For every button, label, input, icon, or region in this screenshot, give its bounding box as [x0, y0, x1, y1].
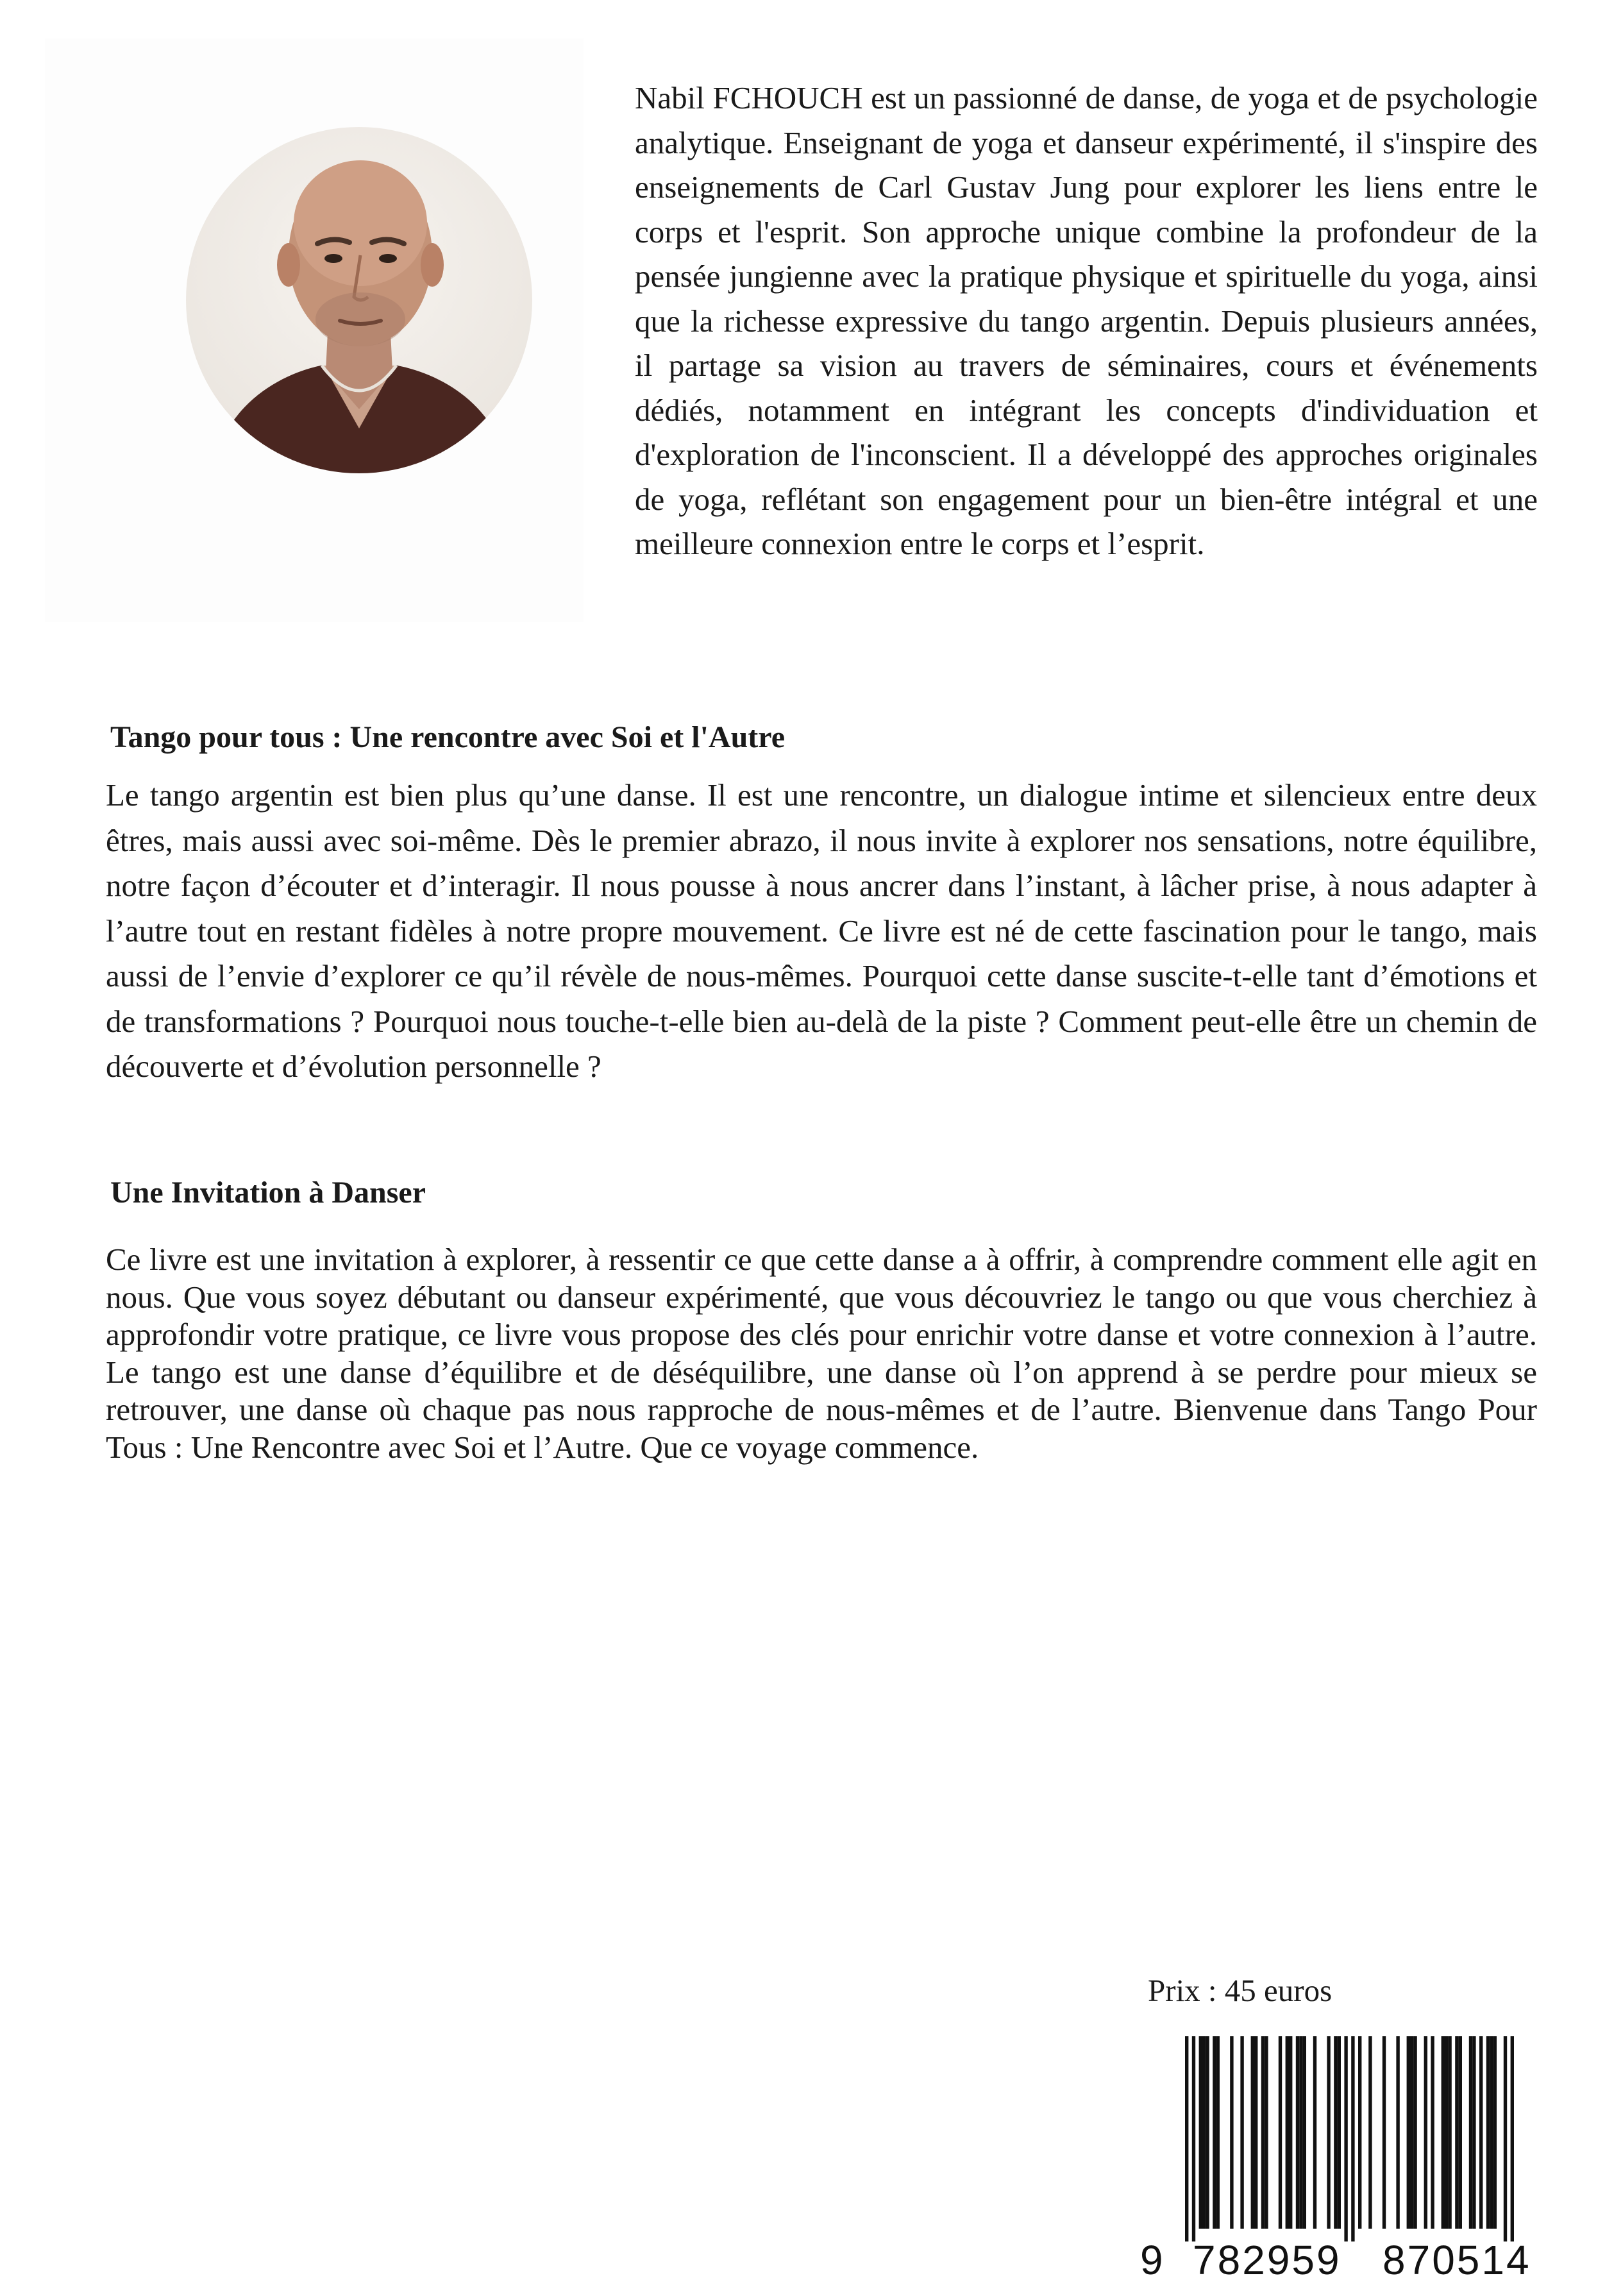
author-bio: Nabil FCHOUCH est un passionné de danse, de yoga et de psychologie analytique. Enseignant de yoga et danseur expérimenté, il s'inspire des enseignements de Carl Gustav Jung pour explorer les liens entre le corps et l'esprit. Son approche unique combine la profondeur de la pensée jungienne avec la pratique physique et spirituelle du yoga, ainsi que la richesse expressive du tango argentin. Depuis plusieurs années, il partage sa vision au travers de séminaires, cours et événements dédiés, notamment en intégrant les concepts d'individuation et d'exploration de l'inconscient. Il a développé des approches originales de yoga, reflétant son engagement pour un bien-être intégral et une meilleure connexion entre le corps et l’esprit. [635, 80, 1538, 561]
barcode-bar [1206, 2036, 1209, 2229]
barcode-bar [1251, 2036, 1254, 2229]
barcode-bar [1299, 2036, 1302, 2229]
price-label: Prix : 45 euros [1148, 1973, 1332, 2008]
section-heading-invitation: Une Invitation à Danser [110, 1176, 426, 1210]
author-photo [186, 127, 532, 473]
barcode-bar [1407, 2036, 1410, 2229]
section-heading-tango: Tango pour tous : Une rencontre avec Soi et l'Autre [110, 720, 785, 754]
barcode-bar [1327, 2036, 1330, 2229]
barcode-bar [1338, 2036, 1341, 2229]
barcode-digits-right: 870514 [1383, 2237, 1531, 2283]
barcode-bar [1303, 2036, 1306, 2229]
author-photo-area [45, 38, 584, 622]
barcode-bar [1202, 2036, 1206, 2229]
section-text-invitation: Ce livre est une invitation à explorer, à ressentir ce que cette danse a à offrir, à comprendre comment elle agit en nous. Que vous soyez débutant ou danseur expérimenté, que vous découvriez le tango ou que vous cherchiez à approfondir votre pratique, ce livre vous propose des clés pour enrichir votre danse et votre connexion à l’autre. Le tango est une danse d’équilibre et de déséquilibre, une danse où l’on apprend à se perdre pour mieux se retrouver, une danse où chaque pas nous rapproche de nous-mêmes et de l’autre. Bienvenue dans Tango Pour Tous : Une Rencontre avec Soi et l’Autre. Que ce voyage commence. [106, 1242, 1537, 1465]
barcode-guard-bar [1192, 2036, 1195, 2241]
barcode-bar [1490, 2036, 1493, 2229]
barcode-bar [1286, 2036, 1289, 2229]
barcode-bar [1455, 2036, 1458, 2229]
barcode-bar [1265, 2036, 1268, 2229]
barcode-guard-bar [1351, 2036, 1354, 2241]
barcode-bar [1445, 2036, 1448, 2229]
barcode-bar [1313, 2036, 1316, 2229]
barcode-bar [1216, 2036, 1220, 2229]
barcode-bar [1261, 2036, 1265, 2229]
barcode-digits-left: 782959 [1193, 2237, 1341, 2283]
barcode-bar [1368, 2036, 1372, 2229]
barcode-bar [1296, 2036, 1299, 2229]
barcode-bar [1230, 2036, 1233, 2229]
barcode-digit-first: 9 [1140, 2237, 1163, 2283]
barcode-bar [1424, 2036, 1427, 2229]
barcode-bar [1213, 2036, 1216, 2229]
author-portrait-image [186, 127, 532, 473]
barcode-bars [1140, 2036, 1540, 2241]
section-text-tango: Le tango argentin est bien plus qu’une danse. Il est une rencontre, un dialogue intime et silencieux entre deux êtres, mais aussi avec soi-même. Dès le premier abrazo, il nous invite à explorer nos sensations, notre équilibre, notre façon d’écouter et d’interagir. Il nous pousse à nous ancrer dans l’instant, à lâcher prise, à nous adapter à l’autre tout en restant fidèles à notre propre mouvement. Ce livre est né de cette fascination pour le tango, mais aussi de l’envie d’explorer ce qu’il révèle de nous-mêmes. Pourquoi cette danse suscite-t-elle tant d’émotions et de transformations ? Pourquoi nous touche-t-elle bien au-delà de la piste ? Comment peut-elle être un chemin de découverte et d’évolution personnelle ? [106, 777, 1537, 1084]
barcode-guard-bar [1504, 2036, 1507, 2241]
barcode-bar [1279, 2036, 1282, 2229]
barcode-bar [1240, 2036, 1243, 2229]
barcode-bar [1431, 2036, 1434, 2229]
barcode-bar [1442, 2036, 1445, 2229]
barcode-bar [1383, 2036, 1386, 2229]
barcode-bar [1289, 2036, 1292, 2229]
barcode-guard-bar [1344, 2036, 1347, 2241]
barcode-bar [1396, 2036, 1399, 2229]
barcode-bar [1358, 2036, 1361, 2229]
barcode-bar [1413, 2036, 1416, 2229]
barcode-bar [1199, 2036, 1202, 2229]
barcode-guard-bar [1185, 2036, 1188, 2241]
barcode-bar [1410, 2036, 1413, 2229]
barcode-bar [1486, 2036, 1490, 2229]
barcode-bar [1472, 2036, 1475, 2229]
barcode-bar [1254, 2036, 1257, 2229]
barcode-bar [1459, 2036, 1462, 2229]
isbn-barcode [1140, 2036, 1540, 2296]
barcode-guard-bar [1511, 2036, 1514, 2241]
barcode-digits [1140, 2236, 1540, 2288]
barcode-bar [1334, 2036, 1337, 2229]
barcode-bar [1469, 2036, 1472, 2229]
barcode-bar [1479, 2036, 1483, 2229]
barcode-bar [1493, 2036, 1497, 2229]
barcode-bar [1448, 2036, 1451, 2229]
